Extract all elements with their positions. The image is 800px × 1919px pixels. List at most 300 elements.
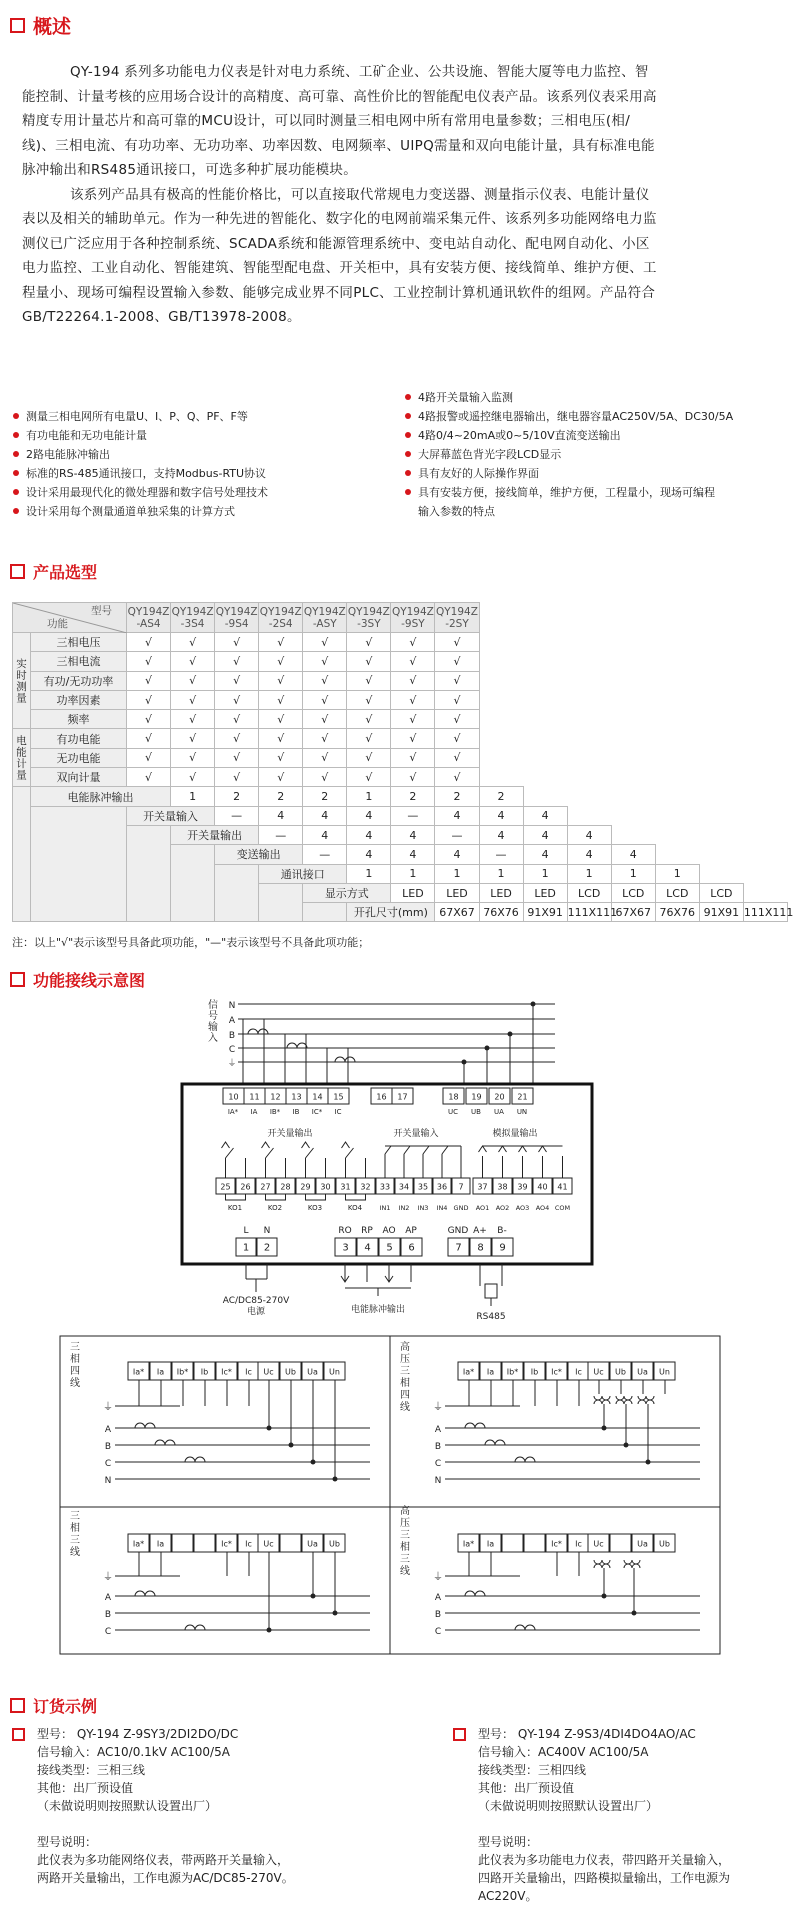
table-cell: √ [259, 748, 303, 767]
relay-label: KO2 [267, 1204, 283, 1212]
table-cell: 1 [611, 864, 655, 883]
junction-dot [602, 1426, 607, 1431]
wiring-schemes [0, 1334, 800, 1664]
table-cell: √ [435, 729, 479, 748]
power-note: 电源 [246, 1307, 266, 1317]
table-cell: √ [347, 710, 391, 729]
scheme-terminal [610, 1534, 631, 1552]
table-cell: √ [259, 652, 303, 671]
table-row [13, 633, 788, 652]
terminal-17-label: 17 [397, 1092, 408, 1102]
table-row [13, 710, 788, 729]
terminal-29-label: 29 [300, 1182, 311, 1192]
scheme-terminal-label: Ua [307, 1367, 318, 1377]
table-cell: √ [127, 710, 171, 729]
terminal-25-label: 25 [220, 1182, 231, 1192]
current-transformer-icon [515, 1457, 535, 1462]
table-row-label: 开孔尺寸(mm) [347, 903, 435, 922]
line-label: N [104, 1476, 112, 1486]
input-label: IN1 [379, 1204, 391, 1212]
pulse-note: 电能脉冲输出 [350, 1305, 406, 1315]
square-icon [10, 972, 25, 987]
feature-item: 2路电能脉冲输出 [12, 445, 402, 464]
table-row-label: 通讯接口 [259, 864, 347, 883]
scheme-terminal-label: Ic [575, 1367, 582, 1377]
current-transformer-icon [485, 1440, 505, 1445]
table-corner: 型号 功能 [13, 603, 127, 633]
table-cell: 1 [655, 864, 699, 883]
line-label: N [434, 1476, 442, 1486]
line-label: B [228, 1031, 236, 1041]
table-cell: √ [127, 633, 171, 652]
table-cell: √ [435, 652, 479, 671]
scheme-terminal [502, 1534, 523, 1552]
table-cell: √ [391, 690, 435, 709]
terminal-32-label: 32 [360, 1182, 371, 1192]
table-cell: √ [391, 729, 435, 748]
input-label: GND [453, 1204, 469, 1212]
table-cell: √ [215, 690, 259, 709]
terminal-31-label: 31 [340, 1182, 351, 1192]
table-cell: 4 [259, 806, 303, 825]
table-group-label [259, 883, 303, 922]
table-group-label: 实时测量 [13, 633, 31, 729]
scheme-title: 四 [400, 1390, 410, 1401]
scheme-title: 相 [70, 1523, 80, 1534]
table-cell: 1 [171, 787, 215, 806]
table-row-label: 显示方式 [303, 883, 391, 902]
line-label: C [434, 1627, 442, 1637]
table-cell: √ [215, 652, 259, 671]
scheme-terminal-label: Ia [156, 1367, 165, 1377]
voltage-transformer-icon [624, 1560, 640, 1564]
feature-item: 具有安装方便，接线简单，维护方便，工程量小，现场可编程 [404, 483, 794, 502]
model-header: QY194Z -ASY [303, 603, 347, 633]
table-cell: LCD [699, 883, 743, 902]
pulse-label: RP [361, 1226, 373, 1236]
table-cell: √ [127, 729, 171, 748]
scheme-terminal-label: Ia* [462, 1367, 475, 1377]
table-cell: √ [303, 748, 347, 767]
table-cell: 111X111 [567, 903, 611, 922]
table-cell: 2 [479, 787, 523, 806]
terminal-30-label: 30 [320, 1182, 331, 1192]
ground-icon: ⏚ [103, 1572, 113, 1583]
terminal-name: IA [250, 1108, 258, 1116]
table-row [13, 787, 788, 806]
table-cell: 76X76 [479, 903, 523, 922]
line-label: A [434, 1425, 442, 1435]
table-cell: — [435, 825, 479, 844]
scheme-terminal-label: Uc [263, 1367, 274, 1377]
table-cell: 4 [523, 825, 567, 844]
table-cell: √ [435, 671, 479, 690]
line-label: A [104, 1593, 112, 1603]
table-cell: — [259, 825, 303, 844]
table-cell: 91X91 [523, 903, 567, 922]
input-label: IN3 [417, 1204, 429, 1212]
scheme-title: 相 [70, 1354, 80, 1365]
pulse-label: AO [382, 1226, 396, 1236]
scheme-terminal-label: Ia* [132, 1539, 145, 1549]
power-note: AC/DC85-270V [222, 1296, 290, 1306]
analog-output-label: 模拟量输出 [492, 1129, 538, 1139]
terminal-11-label: 11 [249, 1092, 260, 1102]
line-label: C [434, 1459, 442, 1469]
table-row [13, 671, 788, 690]
table-cell: √ [347, 690, 391, 709]
scheme-title: 三 [400, 1554, 410, 1565]
ao-label: AO4 [535, 1204, 550, 1212]
feature-item: 4路0/4~20mA或0~5/10V直流变送输出 [404, 426, 794, 445]
table-row-label: 三相电流 [31, 652, 127, 671]
table-cell: 4 [303, 806, 347, 825]
table-cell: √ [391, 671, 435, 690]
junction-dot [311, 1594, 316, 1599]
junction-dot [333, 1477, 338, 1482]
table-cell: 4 [391, 825, 435, 844]
scheme-terminal-label: Ua [307, 1539, 318, 1549]
scheme-terminal-label: Ia* [132, 1367, 145, 1377]
table-cell: √ [303, 710, 347, 729]
table-cell: √ [303, 633, 347, 652]
line-label: ⏚ [227, 1059, 237, 1069]
table-cell: √ [171, 671, 215, 690]
table-cell: √ [171, 710, 215, 729]
terminal-name: IA* [227, 1108, 239, 1116]
table-row-label: 无功电能 [31, 748, 127, 767]
table-cell: √ [259, 633, 303, 652]
table-cell: 67X67 [611, 903, 655, 922]
ao-label: AO2 [495, 1204, 510, 1212]
terminal-7-label: 7 [458, 1182, 464, 1192]
table-cell: √ [303, 690, 347, 709]
table-row [13, 729, 788, 748]
table-row-label: 有功/无功功率 [31, 671, 127, 690]
meter-body [182, 1084, 592, 1264]
terminal-name: IB [292, 1108, 300, 1116]
relay-label: KO4 [347, 1204, 363, 1212]
table-cell: LCD [567, 883, 611, 902]
voltage-transformer-icon [616, 1396, 632, 1400]
junction-dot [267, 1426, 272, 1431]
table-group-label: 电能计量 [13, 729, 31, 787]
table-cell: √ [347, 633, 391, 652]
current-transformer-icon [248, 1029, 268, 1034]
scheme-terminal-label: Ib* [506, 1367, 519, 1377]
scheme-terminal-label: Ic* [551, 1367, 562, 1377]
table-cell: √ [347, 748, 391, 767]
scheme-terminal-label: Ic* [221, 1367, 232, 1377]
table-cell: √ [303, 671, 347, 690]
current-transformer-icon [185, 1625, 205, 1630]
scheme-title: 三 [70, 1342, 80, 1353]
terminal-name: UB [471, 1108, 481, 1116]
scheme-terminal-label: Uc [593, 1539, 604, 1549]
table-group-label [303, 903, 347, 922]
terminal-20-label: 20 [494, 1092, 505, 1102]
table-group-label [171, 845, 215, 922]
square-icon [10, 1698, 25, 1713]
voltage-transformer-icon [594, 1560, 610, 1564]
model-header: QY194Z -3S4 [171, 603, 215, 633]
terminal-39-label: 39 [517, 1182, 528, 1192]
table-row [13, 690, 788, 709]
input-label: IN4 [436, 1204, 448, 1212]
table-group-label [31, 806, 127, 922]
scheme-title: 三 [400, 1366, 410, 1377]
table-cell: 111X111 [743, 903, 787, 922]
table-row-label: 变送输出 [215, 845, 303, 864]
table-cell: 4 [435, 845, 479, 864]
terminal-name: UA [494, 1108, 504, 1116]
table-cell: √ [347, 729, 391, 748]
table-row-label: 开关量输出 [171, 825, 259, 844]
scheme-title: 压 [400, 1518, 410, 1529]
scheme-title: 高 [400, 1506, 410, 1517]
table-cell: √ [347, 652, 391, 671]
table-cell: √ [435, 690, 479, 709]
scheme-terminal-label: Ia [156, 1539, 165, 1549]
table-cell: 1 [567, 864, 611, 883]
terminal-12-label: 12 [270, 1092, 281, 1102]
feature-item: 大屏幕蓝色背光字段LCD显示 [404, 445, 794, 464]
model-header: QY194Z -2SY [435, 603, 479, 633]
model-header: QY194Z -3SY [347, 603, 391, 633]
voltage-transformer-icon [624, 1564, 640, 1568]
ground-icon: ⏚ [433, 1402, 443, 1413]
ground-icon: ⏚ [433, 1572, 443, 1583]
wiring-title: 功能接线示意图 [10, 968, 145, 991]
model-header: QY194Z -9SY [391, 603, 435, 633]
terminal-name: IB* [269, 1108, 281, 1116]
table-cell: √ [215, 710, 259, 729]
scheme-terminal-label: Un [659, 1367, 670, 1377]
table-row [13, 806, 788, 825]
terminal-15-label: 15 [333, 1092, 344, 1102]
feature-item: 测量三相电网所有电量U、I、P、Q、PF、F等 [12, 407, 402, 426]
line-label: B [104, 1610, 112, 1620]
table-cell: 4 [347, 845, 391, 864]
table-cell: √ [391, 633, 435, 652]
wiring-diagram [0, 996, 800, 1336]
signal-input-label: 输 [208, 1022, 218, 1033]
square-icon [10, 564, 25, 579]
table-cell: 2 [259, 787, 303, 806]
terminal-3-label: 3 [342, 1242, 349, 1254]
signal-input-label: 号 [208, 1011, 218, 1022]
scheme-title: 高 [400, 1342, 410, 1353]
table-cell: √ [391, 652, 435, 671]
current-transformer-icon [185, 1457, 205, 1462]
terminal-1-label: 1 [242, 1242, 250, 1254]
scheme-terminal-label: Ia* [462, 1539, 475, 1549]
table-cell: 1 [347, 787, 391, 806]
order-example-2: 型号： QY-194 Z-9S3/4DI4DO4AO/AC 信号输入：AC400V AC100/5A 接线类型：三相四线 其他：出厂预设值 （未做说明则按照默认设置出厂） 型号说明： 此仪表为多功能电力仪表，带四路开关量输入， 四路开关量输出，四路模拟量输出，工作电源为 AC220V。 [478, 1725, 798, 1905]
table-cell: 1 [347, 864, 391, 883]
table-cell: 91X91 [699, 903, 743, 922]
comm-label: A+ [473, 1226, 487, 1236]
scheme-terminal-label: Ub [285, 1367, 296, 1377]
junction-dot [531, 1002, 536, 1007]
current-transformer-icon [465, 1423, 485, 1428]
table-cell: √ [259, 671, 303, 690]
rs485-connector-icon [485, 1284, 497, 1298]
table-row-label: 频率 [31, 710, 127, 729]
table-cell: 4 [567, 845, 611, 864]
scheme-terminal [194, 1534, 215, 1552]
table-note: 注：以上"√"表示该型号具备此项功能，"—"表示该型号不具备此项功能； [12, 936, 370, 949]
table-cell: 2 [215, 787, 259, 806]
table-row-label: 开关量输入 [127, 806, 215, 825]
scheme-terminal-label: Ic* [221, 1539, 232, 1549]
line-label: A [104, 1425, 112, 1435]
pulse-label: RO [338, 1226, 352, 1236]
junction-dot [462, 1060, 467, 1065]
table-cell: 1 [479, 864, 523, 883]
table-cell: 4 [567, 825, 611, 844]
junction-dot [333, 1611, 338, 1616]
order-title: 订货示例 [10, 1694, 97, 1717]
power-label: N [263, 1226, 271, 1236]
scheme-terminal-label: Ib [200, 1367, 209, 1377]
table-cell: 4 [435, 806, 479, 825]
feature-item: 设计采用最现代化的微处理器和数字信号处理技术 [12, 483, 402, 502]
table-cell: LED [479, 883, 523, 902]
table-cell: 4 [303, 825, 347, 844]
checkbox-icon [12, 1728, 25, 1741]
table-cell: 4 [611, 845, 655, 864]
terminal-16-label: 16 [376, 1092, 387, 1102]
scheme-terminal-label: Ua [637, 1539, 648, 1549]
terminal-5-label: 5 [386, 1242, 393, 1254]
scheme-title: 压 [400, 1354, 410, 1365]
line-label: C [104, 1459, 112, 1469]
junction-dot [289, 1443, 294, 1448]
overview-title: 概述 [10, 12, 71, 39]
feature-item: 4路报警或遥控继电器输出，继电器容量AC250V/5A、DC30/5A [404, 407, 794, 426]
table-cell: 4 [391, 845, 435, 864]
pulse-label: AP [405, 1226, 417, 1236]
table-cell: √ [127, 671, 171, 690]
scheme-terminal-label: Ic [245, 1539, 252, 1549]
terminal-26-label: 26 [240, 1182, 251, 1192]
current-transformer-icon [465, 1591, 485, 1596]
table-cell: √ [215, 768, 259, 787]
table-row-label: 有功电能 [31, 729, 127, 748]
table-cell: √ [259, 768, 303, 787]
terminal-27-label: 27 [260, 1182, 271, 1192]
junction-dot [267, 1628, 272, 1633]
scheme-title: 线 [400, 1402, 410, 1413]
scheme-title: 三 [70, 1511, 80, 1522]
terminal-19-label: 19 [471, 1092, 482, 1102]
voltage-transformer-icon [616, 1400, 632, 1404]
table-cell: LCD [611, 883, 655, 902]
square-icon [10, 18, 25, 33]
table-cell: 67X67 [435, 903, 479, 922]
junction-dot [624, 1443, 629, 1448]
junction-dot [485, 1046, 490, 1051]
table-cell: 4 [479, 806, 523, 825]
terminal-name: UC [447, 1108, 459, 1116]
line-label: B [104, 1442, 112, 1452]
table-cell: — [391, 806, 435, 825]
order-example-1: 型号： QY-194 Z-9SY3/2DI2DO/DC 信号输入：AC10/0.1kV AC100/5A 接线类型：三相三线 其他：出厂预设值 （未做说明则按照默认设置出厂） 型号说明： 此仪表为多功能网络仪表，带两路开关量输入， 两路开关量输出，工作电源为AC/DC85-270V。 [37, 1725, 397, 1887]
table-cell: √ [435, 768, 479, 787]
selection-title: 产品选型 [10, 560, 97, 583]
signal-input-label: 信 [208, 1000, 218, 1011]
overview-para-2: 该系列产品具有极高的性能价格比，可以直接取代常规电力变送器、测量指示仪表、电能计量仪表以及相关的辅助单元。作为一种先进的智能化、数字化的电网前端采集元件、该系列多功能网络电力监测仪已广泛应用于各种控制系统、SCADA系统和能源管理系统中、变电站自动化、配电网自动化、小区电力监控、工业自动化、智能建筑、智能型配电盘、开关柜中，具有安装方便、接线简单、维护方便、工程量小、现场可编程设置输入参数、能够完成业界不同PLC、工业控制计算机通讯软件的组网。产品符合GB/T22264.1-2008、GB/T13978-2008。 [22, 186, 657, 325]
table-cell: √ [215, 748, 259, 767]
terminal-8-label: 8 [477, 1242, 484, 1254]
comm-label: GND [447, 1226, 469, 1236]
scheme-terminal-label: Ua [637, 1367, 648, 1377]
feature-item: 具有友好的人际操作界面 [404, 464, 794, 483]
current-transformer-icon [335, 1057, 355, 1062]
junction-dot [602, 1594, 607, 1599]
table-cell: √ [215, 729, 259, 748]
current-transformer-icon [135, 1423, 155, 1428]
table-row-label: 功率因素 [31, 690, 127, 709]
table-cell: √ [215, 633, 259, 652]
current-transformer-icon [287, 1043, 307, 1048]
voltage-transformer-icon [594, 1564, 610, 1568]
line-label: C [104, 1627, 112, 1637]
current-transformer-icon [515, 1625, 535, 1630]
model-header: QY194Z -9S4 [215, 603, 259, 633]
table-cell: √ [303, 729, 347, 748]
scheme-title: 线 [70, 1378, 80, 1389]
table-row-label: 双向计量 [31, 768, 127, 787]
scheme-terminal-label: Un [329, 1367, 340, 1377]
table-cell: √ [127, 748, 171, 767]
table-cell: √ [127, 652, 171, 671]
table-cell: 4 [523, 845, 567, 864]
relay-label: KO1 [227, 1204, 243, 1212]
terminal-4-label: 4 [364, 1242, 371, 1254]
switch-output-label: 开关量输出 [267, 1129, 313, 1139]
line-label: B [434, 1610, 442, 1620]
scheme-title: 线 [70, 1547, 80, 1558]
scheme-terminal [172, 1534, 193, 1552]
terminal-9-label: 9 [499, 1242, 506, 1254]
table-cell: √ [391, 768, 435, 787]
feature-list-right [404, 388, 794, 521]
terminal-18-label: 18 [448, 1092, 459, 1102]
table-group-label [215, 864, 259, 922]
terminal-33-label: 33 [379, 1182, 391, 1192]
table-cell: √ [391, 710, 435, 729]
selection-table [12, 602, 794, 922]
terminal-name: UN [516, 1108, 528, 1116]
table-cell: 2 [391, 787, 435, 806]
terminal-name: IC [334, 1108, 342, 1116]
table-cell: 1 [391, 864, 435, 883]
scheme-terminal [524, 1534, 545, 1552]
input-label: IN2 [398, 1204, 410, 1212]
table-row-label: 三相电压 [31, 633, 127, 652]
scheme-title: 四 [70, 1366, 80, 1377]
terminal-37-label: 37 [477, 1182, 488, 1192]
terminal-38-label: 38 [497, 1182, 508, 1192]
table-cell: √ [171, 652, 215, 671]
table-group-label [127, 825, 171, 921]
voltage-transformer-icon [594, 1400, 610, 1404]
voltage-transformer-icon [594, 1396, 610, 1400]
terminal-34-label: 34 [398, 1182, 410, 1192]
table-cell: √ [171, 729, 215, 748]
